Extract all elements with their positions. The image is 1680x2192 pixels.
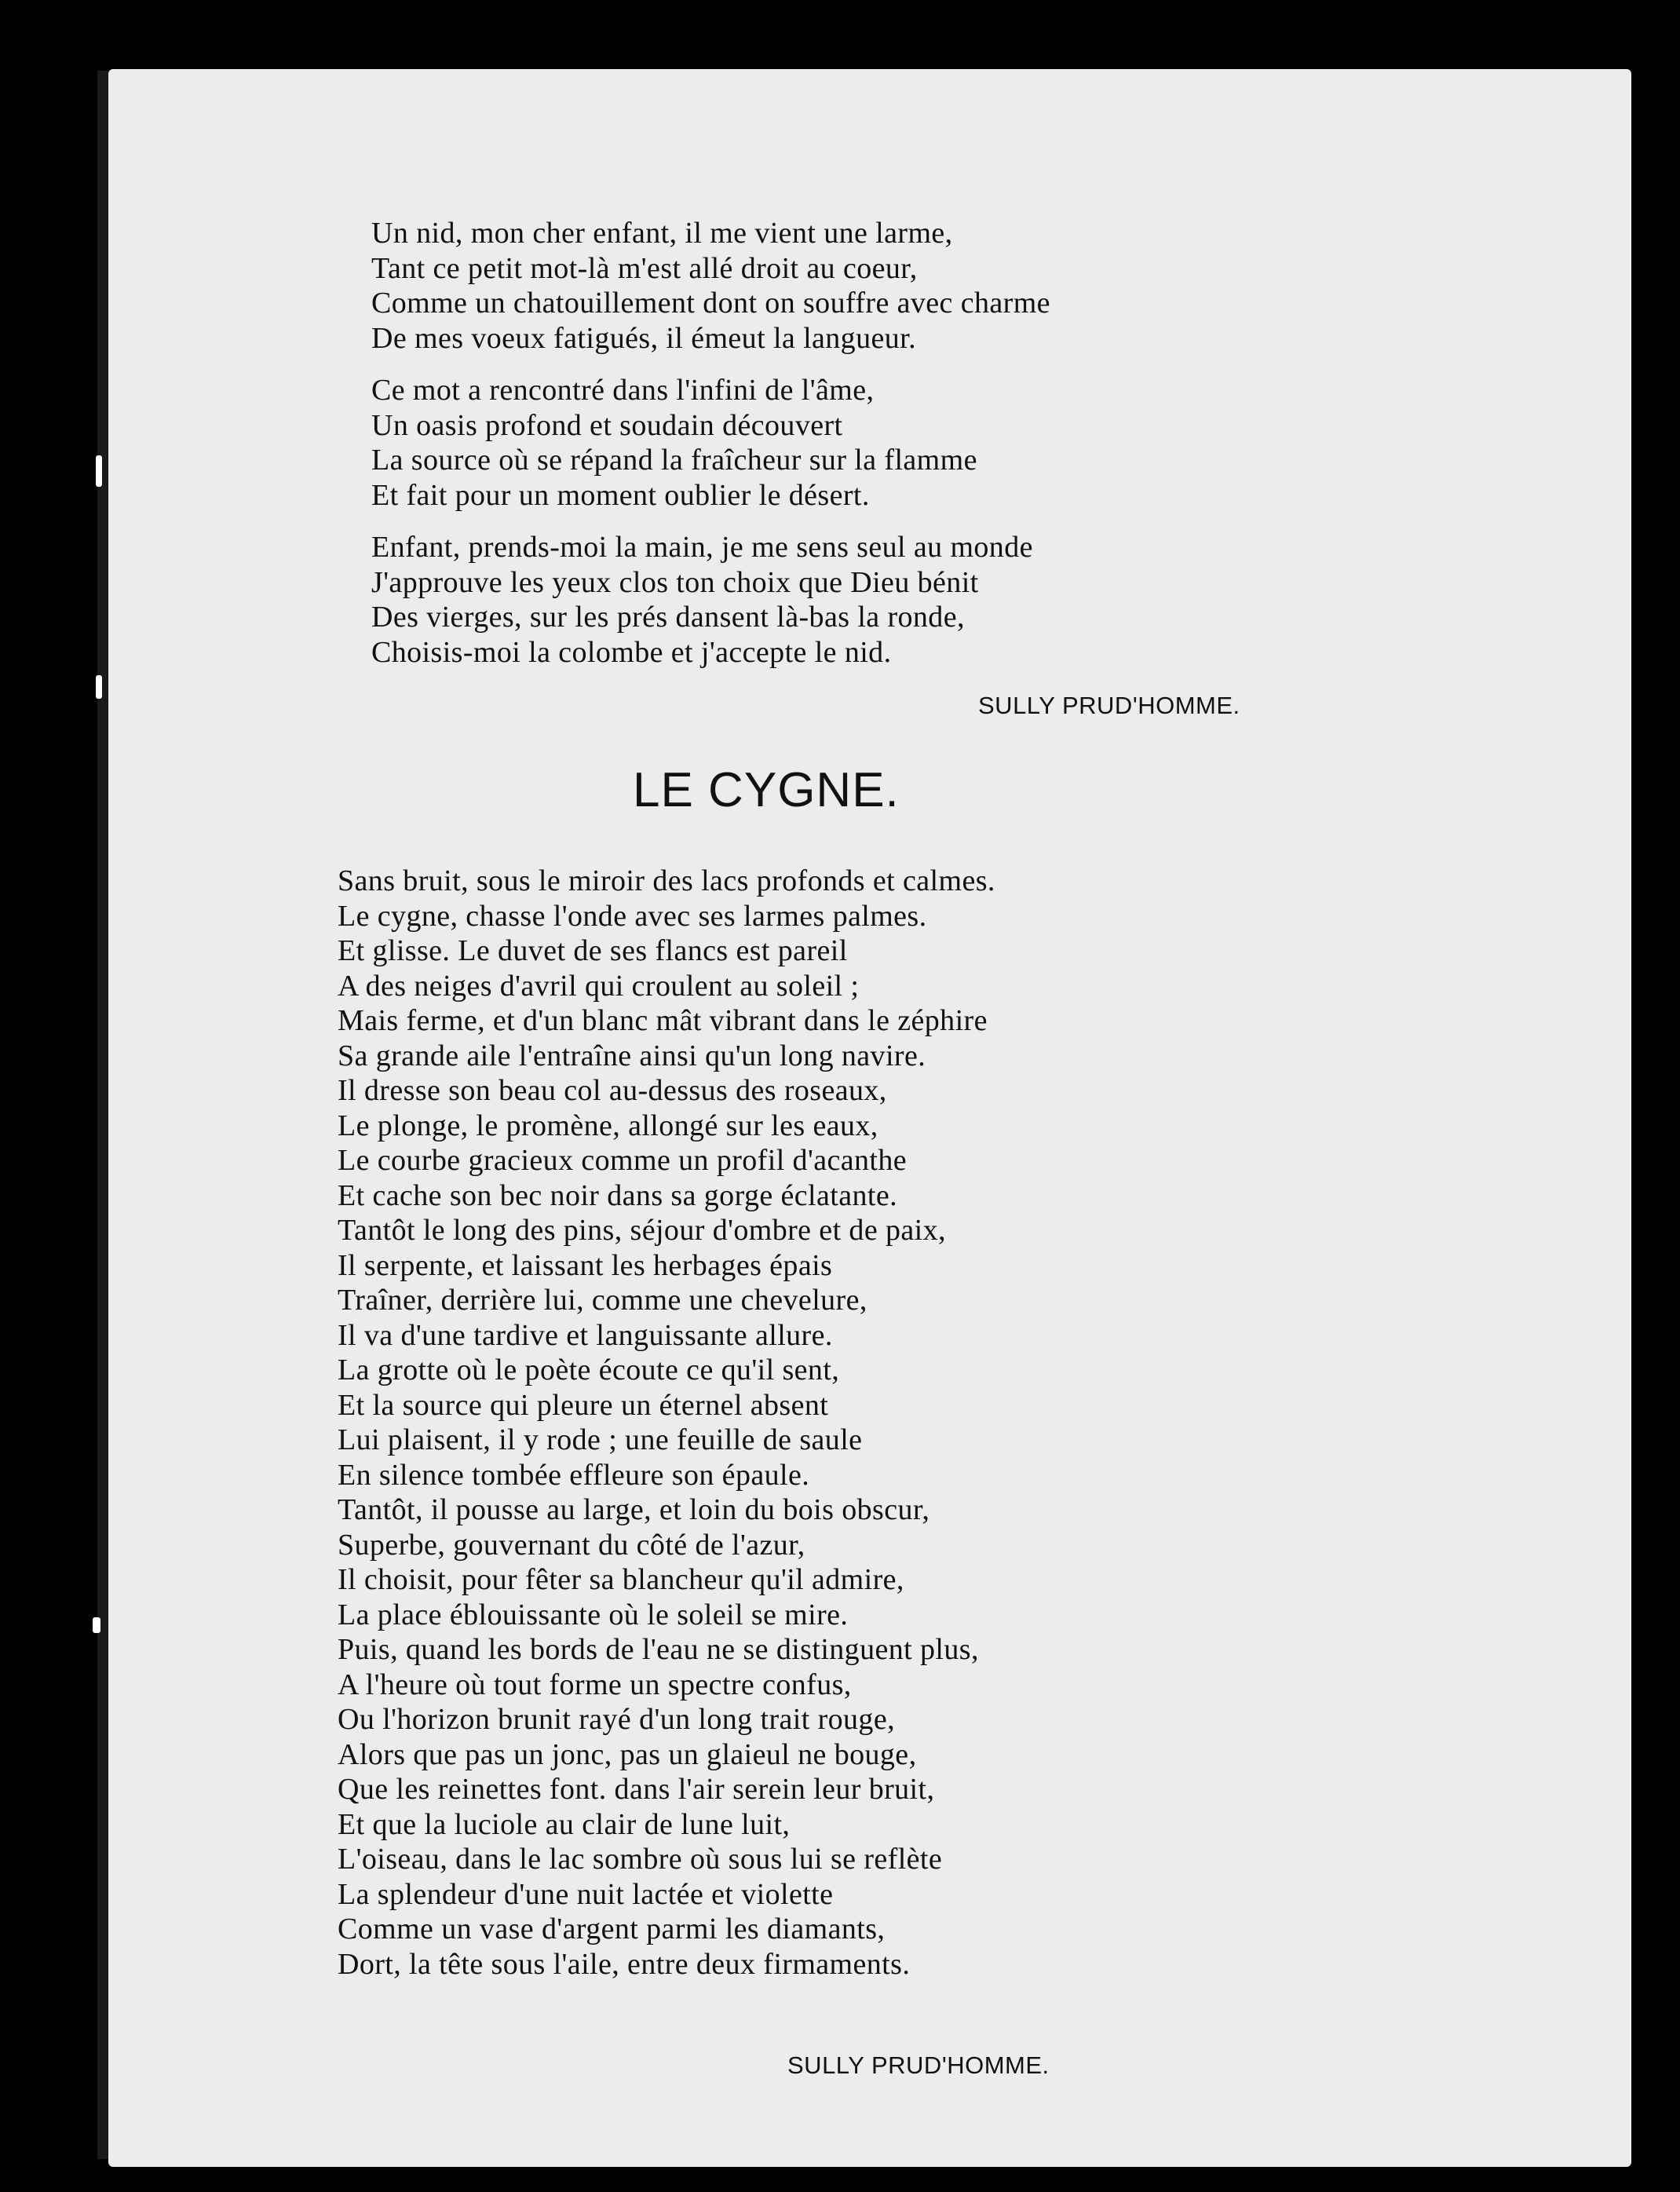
poem-line: Tantôt le long des pins, séjour d'ombre et de paix, (338, 1214, 946, 1247)
poem-line: Et la source qui pleure un éternel absent (338, 1388, 829, 1422)
poem-line: Et fait pour un moment oublier le désert. (371, 478, 870, 512)
poem-line: Il serpente, et laissant les herbages épais (338, 1248, 833, 1282)
poem-line: Puis, quand les bords de l'eau ne se distinguent plus, (338, 1633, 979, 1666)
poem-line: Comme un chatouillement dont on souffre avec charme (371, 287, 1050, 320)
poem-1-stanza-3 (371, 530, 1050, 670)
poem-1-author: SULLY PRUD'HOMME. (978, 692, 1240, 719)
poem-line: Il va d'une tardive et languissante allure. (338, 1318, 833, 1352)
poem-line: Ce mot a rencontré dans l'infini de l'âme, (371, 374, 875, 407)
binding-mark (93, 1617, 100, 1633)
poem-line: Le cygne, chasse l'onde avec ses larmes palmes. (338, 899, 927, 933)
poem-line: Un nid, mon cher enfant, il me vient une larme, (371, 217, 953, 250)
poem-line: Lui plaisent, il y rode ; une feuille de saule (338, 1423, 863, 1456)
poem-line: Mais ferme, et d'un blanc mât vibrant dans le zéphire (338, 1004, 988, 1037)
poem-line: A des neiges d'avril qui croulent au soleil ; (338, 969, 860, 1003)
poem-line: Superbe, gouvernant du côté de l'azur, (338, 1528, 805, 1562)
poem-line: Un oasis profond et soudain découvert (371, 408, 843, 442)
poem-line: Et cache son bec noir dans sa gorge éclatante. (338, 1178, 898, 1212)
poem-line: Que les reinettes font. dans l'air serein leur bruit, (338, 1773, 935, 1806)
poem-line: Alors que pas un jonc, pas un glaieul ne bouge, (338, 1737, 917, 1771)
poem-line: Il choisit, pour fêter sa blancheur qu'il admire, (338, 1563, 904, 1596)
poem-2 (338, 864, 995, 1982)
poem-line: Tant ce petit mot-là m'est allé droit au coeur, (371, 251, 918, 285)
poem-line: Sa grande aile l'entraîne ainsi qu'un long navire. (338, 1039, 926, 1072)
poem-line: La source où se répand la fraîcheur sur la flamme (371, 444, 977, 477)
poem-line: Sans bruit, sous le miroir des lacs profonds et calmes. (338, 864, 995, 897)
poem-line: Enfant, prends-moi la main, je me sens seul au monde (371, 531, 1033, 564)
poem-1-stanza-2 (371, 373, 1050, 513)
poem-line: Et que la luciole au clair de lune luit, (338, 1807, 791, 1841)
binding-mark (96, 455, 102, 487)
poem-line: Et glisse. Le duvet de ses flancs est pareil (338, 934, 848, 967)
poem-line: L'oiseau, dans le lac sombre où sous lui se reflète (338, 1843, 943, 1876)
poem-line: En silence tombée effleure son épaule. (338, 1458, 810, 1492)
poem-line: Comme un vase d'argent parmi les diamants, (338, 1913, 886, 1945)
poem-line: La splendeur d'une nuit lactée et violette (338, 1877, 834, 1911)
poem-line: De mes voeux fatigués, il émeut la langueur. (371, 321, 917, 355)
poem-line: Le plonge, le promène, allongé sur les eaux, (338, 1109, 878, 1142)
poem-line: Il dresse son beau col au-dessus des roseaux, (338, 1074, 887, 1107)
poem-line: Des vierges, sur les prés dansent là-bas la ronde, (371, 601, 965, 634)
poem-2-author: SULLY PRUD'HOMME. (787, 2051, 1050, 2079)
binding-mark (96, 675, 102, 699)
poem-line: J'approuve les yeux clos ton choix que Dieu bénit (371, 565, 979, 599)
poem-line: Traîner, derrière lui, comme une chevelure, (338, 1284, 867, 1317)
poem-line: Dort, la tête sous l'aile, entre deux firmaments. (338, 1947, 911, 1981)
poem-2-title: LE CYGNE. (633, 763, 900, 817)
poem-line: Choisis-moi la colombe et j'accepte le nid. (371, 635, 892, 669)
document-page (108, 69, 1631, 2167)
poem-line: La grotte où le poète écoute ce qu'il sent, (338, 1354, 840, 1386)
poem-1 (371, 216, 1050, 687)
poem-line: Le courbe gracieux comme un profil d'acanthe (338, 1144, 908, 1177)
poem-line: La place éblouissante où le soleil se mire. (338, 1598, 849, 1631)
page-binding-edge (97, 71, 108, 2159)
poem-1-stanza-1 (371, 216, 1050, 356)
poem-line: Tantôt, il pousse au large, et loin du bois obscur, (338, 1493, 930, 1526)
poem-line: A l'heure où tout forme un spectre confus, (338, 1668, 852, 1701)
poem-line: Ou l'horizon brunit rayé d'un long trait rouge, (338, 1703, 895, 1736)
